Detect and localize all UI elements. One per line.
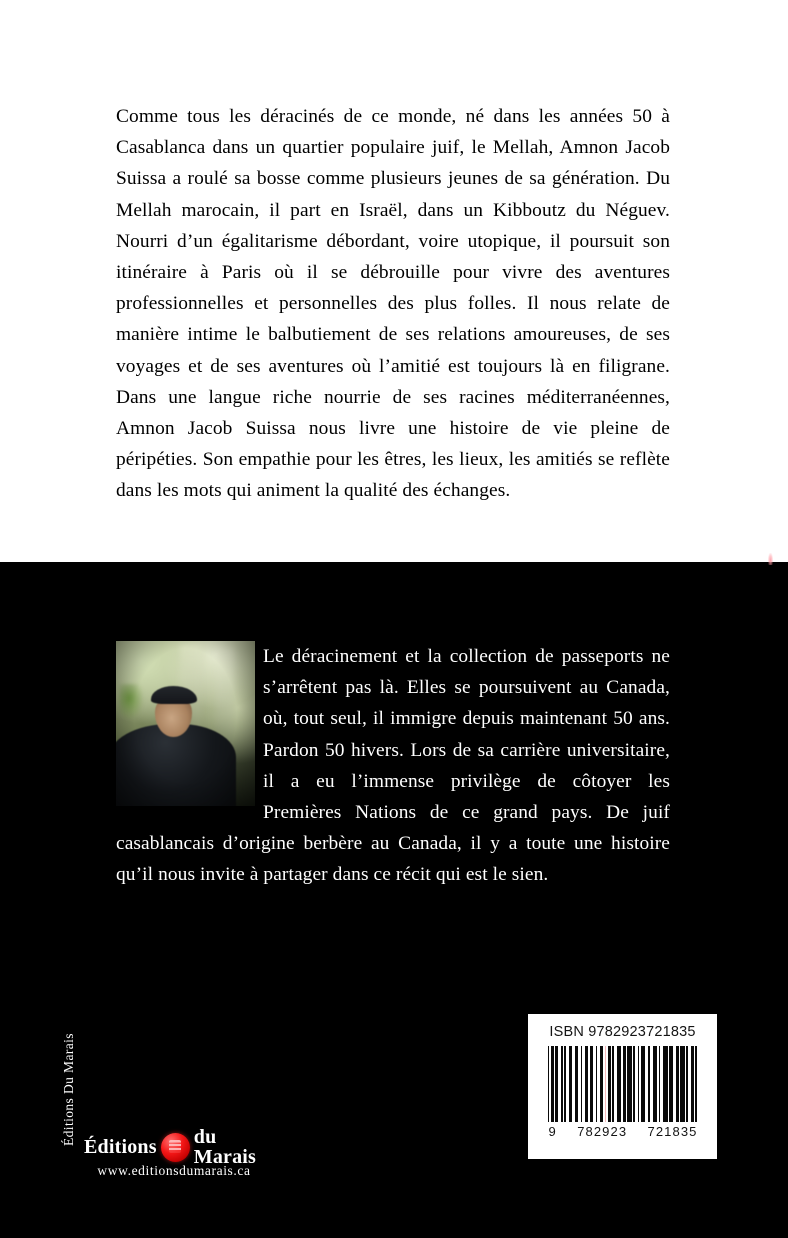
barcode-bar bbox=[555, 1046, 558, 1122]
isbn-number-label: ISBN 9782923721835 bbox=[549, 1024, 696, 1040]
barcode-bar bbox=[659, 1046, 661, 1122]
barcode-bar bbox=[676, 1046, 679, 1122]
barcode-bar bbox=[680, 1046, 685, 1122]
author-bio-blurb: Le déracinement et la collection de passeports ne s’arrêtent pas là. Elles se poursuivent au Canada, où, tout seul, il immigre depuis maintenant 50 ans. Pardon 50 hivers. Lors de sa carrière universitaire, il a eu l’immense privilège de côtoyer les Premières Nations de ce grand pays. De juif casablancais d’origine berbère au Canada, il y a toute une histoire qu’il nous invite à partager dans ce récit qui est le sien. bbox=[116, 646, 670, 886]
barcode-bar bbox=[590, 1046, 593, 1122]
barcode-bar bbox=[575, 1046, 578, 1122]
barcode-bar bbox=[653, 1046, 658, 1122]
barcode-digit-lead: 9 bbox=[548, 1124, 557, 1139]
barcode-bar bbox=[612, 1046, 614, 1122]
red-sphere-icon bbox=[161, 1133, 190, 1162]
back-cover-blurb: Comme tous les déracinés de ce monde, né dans les années 50 à Casablanca dans un quartier populaire juif, le Mellah, Amnon Jacob Suissa a roulé sa bosse comme plusieurs jeunes de sa génération. Du Mellah marocain, il part en Israël, dans un Kibboutz du Néguev. Nourri d’un égalitarisme débordant, voire utopique, il poursuit son itinéraire à Paris où il se débrouille pour vivre des aventures professionnelles et personnelles des plus folles. Il nous relate de manière intime le balbutiement de ses relations amoureuses, de ses voyages et de ses aventures où l’amitié est toujours là en filigrane. Dans une langue riche nourrie de ses racines méditerranéennes, Amnon Jacob Suissa nous livre une histoire de vie pleine de péripéties. Son empathie pour les êtres, les lieux, les amitiés se reflète dans les mots qui animent la qualité des échanges. bbox=[116, 106, 670, 502]
barcode-bar bbox=[641, 1046, 646, 1122]
publisher-logo-word-right: du Marais bbox=[193, 1126, 257, 1168]
barcode-bar bbox=[633, 1046, 635, 1122]
barcode-bars bbox=[548, 1046, 698, 1122]
barcode-digit-row bbox=[548, 1124, 698, 1139]
publisher-logo-row bbox=[84, 1126, 264, 1168]
barcode-bar bbox=[691, 1046, 694, 1122]
barcode-bar bbox=[600, 1046, 603, 1122]
barcode-bar bbox=[623, 1046, 626, 1122]
barcode-bar bbox=[686, 1046, 688, 1122]
photo-text-wrap-spacer bbox=[116, 641, 263, 809]
barcode-bar bbox=[581, 1046, 583, 1122]
barcode-bar bbox=[569, 1046, 572, 1122]
barcode-bar bbox=[695, 1046, 697, 1122]
barcode-digit-group-2: 721835 bbox=[647, 1124, 698, 1139]
barcode-bar bbox=[548, 1046, 550, 1122]
barcode-bar bbox=[608, 1046, 611, 1122]
barcode-bar bbox=[605, 1046, 607, 1122]
author-bio-blurb-container bbox=[116, 641, 670, 891]
barcode-bar bbox=[551, 1046, 554, 1122]
barcode-bar bbox=[617, 1046, 622, 1122]
barcode-digit-group-1: 782923 bbox=[577, 1124, 628, 1139]
publisher-logo bbox=[84, 1126, 264, 1179]
barcode-bar bbox=[638, 1046, 640, 1122]
publisher-website: www.editionsdumarais.ca bbox=[97, 1163, 251, 1178]
isbn-barcode bbox=[528, 1014, 717, 1159]
barcode-bar bbox=[596, 1046, 598, 1122]
barcode-bar bbox=[585, 1046, 588, 1122]
publisher-logo-word-left: Éditions bbox=[84, 1136, 157, 1158]
barcode-bar bbox=[561, 1046, 563, 1122]
barcode-bar bbox=[627, 1046, 632, 1122]
barcode-bar bbox=[663, 1046, 668, 1122]
barcode-bar bbox=[648, 1046, 650, 1122]
barcode-bar bbox=[564, 1046, 566, 1122]
back-cover-upper-panel bbox=[0, 0, 788, 562]
barcode-bar bbox=[669, 1046, 672, 1122]
